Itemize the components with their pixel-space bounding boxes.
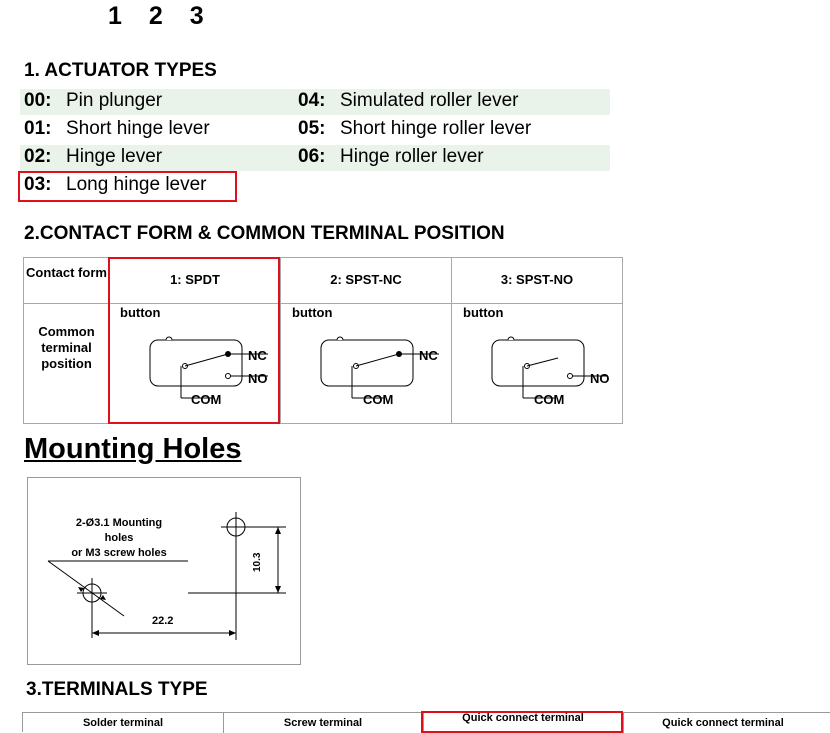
contact-header-spst-no: 3: SPST-NO (500, 272, 574, 287)
no-label: NO (590, 371, 610, 386)
actuator-code: 04: (298, 90, 326, 111)
selected-contact-highlight (108, 257, 280, 424)
terminal-quick-connect-2: Quick connect terminal (662, 717, 784, 729)
mounting-note-line1: 2-Ø3.1 Mounting holes (75, 517, 163, 544)
actuator-code: 05: (298, 118, 326, 139)
actuator-code: 00: (24, 90, 52, 111)
selected-terminal-highlight (421, 711, 623, 733)
actuator-label: Pin plunger (66, 90, 163, 111)
button-label: button (292, 305, 333, 320)
terminal-screw: Screw terminal (283, 717, 363, 729)
com-label: COM (191, 392, 222, 407)
actuator-label: Short hinge lever (66, 118, 210, 139)
actuator-label: Short hinge roller lever (340, 118, 532, 139)
contact-header-spst-nc: 2: SPST-NC (330, 272, 402, 287)
common-terminal-row-header: Common terminal position (38, 324, 95, 371)
no-label: NO (248, 371, 268, 386)
terminal-solder: Solder terminal (82, 717, 164, 729)
nc-label: NC (248, 348, 267, 363)
mounting-holes-heading: Mounting Holes (24, 433, 242, 465)
actuator-code: 03: (24, 174, 52, 195)
com-label: COM (534, 392, 565, 407)
terminal-quick-connect-1: Quick connect terminal (462, 712, 584, 724)
order-code-digits: 1 2 3 (108, 2, 214, 30)
button-label: button (120, 305, 161, 320)
button-label: button (463, 305, 504, 320)
actuator-code: 01: (24, 118, 52, 139)
contact-header-spdt: 1: SPDT (170, 272, 220, 287)
actuator-label: Simulated roller lever (340, 90, 519, 111)
actuator-code: 02: (24, 146, 52, 167)
terminals-type-heading: 3.TERMINALS TYPE (26, 679, 208, 700)
vertical-dimension-label: 10.3 (252, 552, 263, 572)
actuator-row-2 (20, 117, 610, 143)
actuator-row-3 (20, 145, 610, 171)
contact-form-heading: 2.CONTACT FORM & COMMON TERMINAL POSITION (24, 223, 505, 244)
horizontal-dimension-label: 22.2 (152, 615, 174, 627)
nc-label: NC (419, 348, 438, 363)
selected-actuator-highlight (18, 171, 237, 202)
com-label: COM (363, 392, 394, 407)
actuator-types-heading: 1. ACTUATOR TYPES (24, 60, 217, 81)
spst-nc-switch-diagram (281, 318, 451, 424)
actuator-code: 06: (298, 146, 326, 167)
contact-form-row-header: Contact form (26, 265, 107, 280)
actuator-label: Long hinge lever (66, 174, 207, 195)
mounting-note-line2: or M3 screw holes (71, 547, 167, 559)
actuator-label: Hinge roller lever (340, 146, 484, 167)
actuator-label: Hinge lever (66, 146, 163, 167)
actuator-row-1 (20, 89, 610, 115)
mounting-holes-drawing (27, 477, 301, 665)
